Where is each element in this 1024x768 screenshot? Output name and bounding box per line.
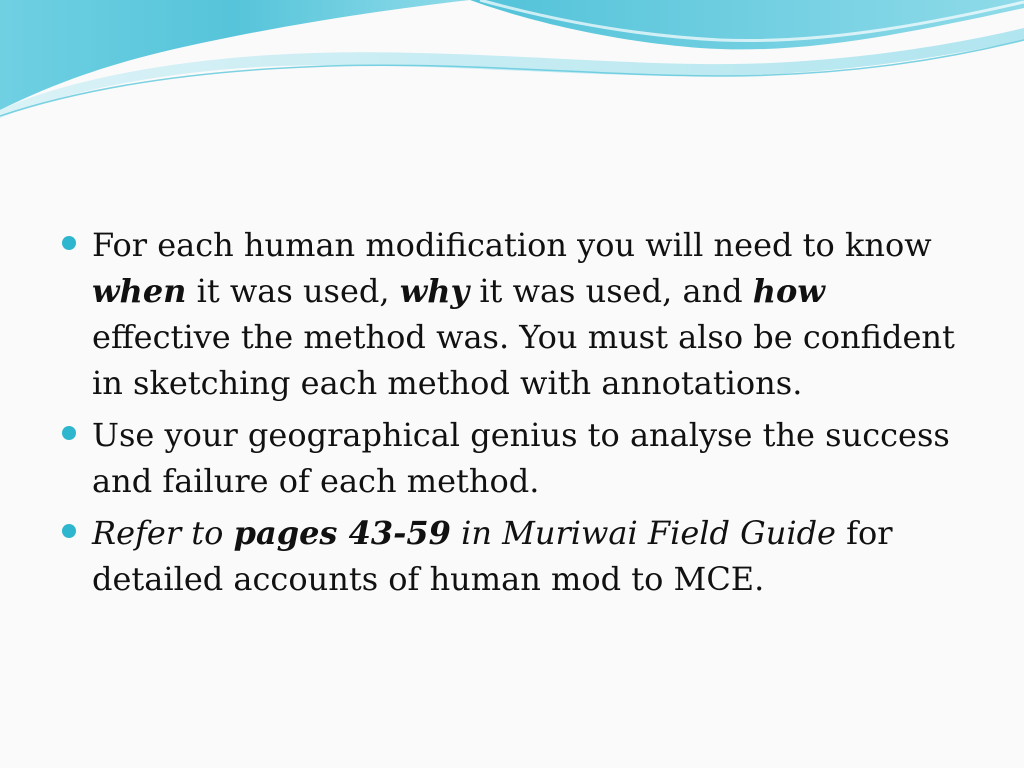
header-wave-decoration bbox=[0, 0, 1024, 130]
bullet-item-modification bbox=[60, 222, 960, 406]
bullet-list bbox=[60, 222, 960, 602]
pages-reference: pages 43-59 bbox=[233, 514, 451, 552]
slide-body bbox=[60, 222, 960, 608]
bullet-text-segment: For each human modification you will need to know bbox=[92, 226, 932, 264]
bullet-text-segment bbox=[223, 514, 233, 552]
bullet-text-segment: it was used, and bbox=[469, 272, 753, 310]
bullet-text-segment: for detailed accounts of human mod to MCE. bbox=[92, 514, 893, 598]
emphasis-how: how bbox=[752, 272, 825, 310]
bullet-dot-icon bbox=[62, 426, 76, 440]
emphasis-why: why bbox=[399, 272, 470, 310]
bullet-dot-icon bbox=[62, 524, 76, 538]
bullet-dot-icon bbox=[62, 236, 76, 250]
bullet-text: Use your geographical genius to analyse the success and failure of each method. bbox=[92, 416, 950, 500]
refer-to-text: Refer to bbox=[92, 514, 224, 552]
bullet-item-analyse bbox=[60, 412, 960, 504]
bullet-text-segment: effective the method was. You must also be confident in sketching each method with annotations. bbox=[92, 318, 955, 402]
bullet-text-segment: it was used, bbox=[186, 272, 400, 310]
field-guide-title: in Muriwai Field Guide bbox=[450, 514, 836, 552]
bullet-item-refer bbox=[60, 510, 960, 602]
emphasis-when: when bbox=[92, 272, 187, 310]
